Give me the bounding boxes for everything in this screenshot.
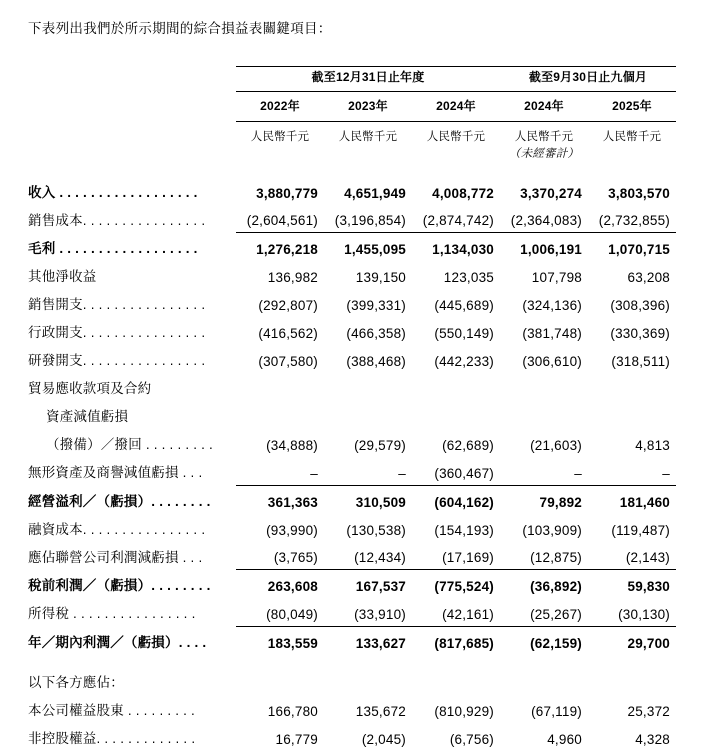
row-value: (360,467)	[434, 465, 494, 481]
column-year-header: 2022年	[260, 98, 300, 113]
row-value	[324, 667, 412, 695]
table-row	[28, 514, 676, 542]
row-value: (381,748)	[522, 326, 582, 342]
row-value: 133,627	[355, 635, 406, 651]
spacer-cell	[236, 163, 324, 177]
column-unit-header: 人民幣千元	[250, 130, 310, 143]
row-value: 136,982	[267, 270, 318, 286]
row-value: (119,487)	[611, 522, 670, 538]
column-group-header: 截至12月31日止年度	[311, 69, 425, 84]
header-unit-row	[28, 121, 676, 145]
column-year-header: 2025年	[612, 98, 652, 113]
table-row	[28, 667, 676, 695]
row-value: (30,130)	[618, 606, 670, 622]
row-value: 183,559	[267, 635, 318, 651]
spacer-cell	[28, 68, 236, 88]
row-value: (25,267)	[530, 606, 582, 622]
row-value: 4,008,772	[432, 185, 494, 201]
row-value: 139,150	[355, 270, 406, 286]
row-label: 毛利 . . . . . . . . . . . . . . . . . .	[28, 241, 198, 257]
row-value: (12,434)	[354, 550, 406, 566]
row-label: 融資成本. . . . . . . . . . . . . . . .	[28, 521, 206, 537]
row-value: (306,610)	[522, 354, 582, 370]
row-label: 本公司權益股東 . . . . . . . . .	[28, 702, 196, 718]
row-value	[588, 401, 676, 429]
row-value: (80,049)	[266, 606, 318, 622]
table-row	[28, 289, 676, 317]
table-row	[28, 233, 676, 261]
row-label: 以下各方應佔：	[28, 674, 124, 690]
row-value: 123,035	[443, 270, 494, 286]
row-value: 107,798	[531, 270, 582, 286]
row-value: (3,765)	[273, 550, 318, 566]
header-year-row	[28, 91, 676, 118]
row-value: (416,562)	[258, 326, 318, 342]
financial-summary-table	[28, 66, 676, 751]
row-value	[236, 401, 324, 429]
row-value: (130,538)	[346, 522, 406, 538]
row-value: (445,689)	[434, 298, 494, 314]
row-value: 4,960	[547, 731, 582, 747]
row-value: 135,672	[355, 703, 406, 719]
row-value: 263,608	[267, 579, 318, 595]
table-row	[28, 373, 676, 401]
row-value: (442,233)	[434, 354, 494, 370]
column-year-header: 2023年	[348, 98, 388, 113]
row-value	[588, 373, 676, 401]
row-value	[500, 401, 588, 429]
table-row	[28, 542, 676, 570]
row-label: 所得稅 . . . . . . . . . . . . . . . .	[28, 606, 196, 622]
row-value: 166,780	[267, 703, 318, 719]
row-value: (33,910)	[354, 606, 406, 622]
table-row	[28, 723, 676, 751]
row-value: (62,159)	[530, 635, 582, 651]
row-label: 資產減值虧損	[46, 409, 129, 425]
row-value: (810,929)	[434, 703, 494, 719]
row-spacer	[28, 655, 676, 667]
column-unit-note	[236, 145, 324, 163]
column-unit-header: 人民幣千元	[602, 130, 662, 143]
column-group-header: 截至9月30日止九個月	[528, 69, 648, 84]
row-value: (2,732,855)	[598, 213, 670, 229]
row-value: (42,161)	[442, 606, 494, 622]
header-unit-note-row	[28, 145, 676, 163]
row-value: (604,162)	[434, 494, 494, 510]
intro-paragraph: 下表列出我們於所示期間的綜合損益表關鍵項目：	[28, 21, 332, 36]
column-year-header: 2024年	[524, 98, 564, 113]
row-value: (29,579)	[354, 438, 406, 454]
row-label: 銷售開支. . . . . . . . . . . . . . . .	[28, 297, 206, 313]
spacer-cell	[412, 655, 500, 667]
row-value: (12,875)	[530, 550, 582, 566]
row-value: (399,331)	[346, 298, 406, 314]
row-value: 3,803,570	[608, 185, 670, 201]
row-value: (307,580)	[258, 354, 318, 370]
row-value: 361,363	[267, 494, 318, 510]
row-value: 1,276,218	[256, 242, 318, 258]
row-value: –	[574, 465, 582, 481]
row-label: 年／期內利潤／（虧損）. . . .	[28, 634, 207, 650]
row-value	[236, 373, 324, 401]
row-value: 25,372	[627, 703, 670, 719]
row-value: (154,193)	[434, 522, 494, 538]
row-value: (67,119)	[531, 703, 582, 719]
row-value: 3,880,779	[256, 185, 318, 201]
row-value: 1,070,715	[608, 242, 670, 258]
spacer-cell	[28, 145, 236, 163]
row-value: (775,524)	[434, 579, 494, 595]
row-value: (34,888)	[266, 438, 318, 454]
row-label: 貿易應收款項及合約	[28, 381, 152, 397]
row-value: 79,892	[539, 494, 582, 510]
row-value: 4,813	[635, 438, 670, 454]
row-value: 310,509	[355, 494, 406, 510]
row-value: (36,892)	[530, 579, 582, 595]
row-value: (21,603)	[530, 438, 582, 454]
column-unit-note	[588, 145, 676, 163]
table-row	[28, 429, 676, 457]
row-value: 167,537	[355, 579, 406, 595]
table-row	[28, 345, 676, 373]
row-value: 181,460	[619, 494, 670, 510]
table-row	[28, 695, 676, 723]
row-value: (17,169)	[442, 550, 494, 566]
header-group-row	[28, 68, 676, 88]
table-row	[28, 317, 676, 345]
row-value: (318,511)	[611, 354, 670, 370]
row-value: (2,604,561)	[246, 213, 318, 229]
column-unit-header: 人民幣千元	[514, 130, 574, 143]
row-label: 無形資產及商譽減值虧損 . . .	[28, 465, 203, 481]
header-bottom-spacer	[28, 163, 676, 177]
row-value: (2,874,742)	[422, 213, 494, 229]
spacer-cell	[236, 655, 324, 667]
table-row	[28, 598, 676, 626]
table-row	[28, 401, 676, 429]
row-label: 收入 . . . . . . . . . . . . . . . . . .	[28, 184, 198, 200]
table-header	[28, 66, 676, 177]
row-value: 16,779	[275, 731, 318, 747]
row-value: 1,134,030	[432, 242, 494, 258]
row-label: 銷售成本. . . . . . . . . . . . . . . .	[28, 212, 206, 228]
row-value	[412, 401, 500, 429]
row-value: (388,468)	[346, 354, 406, 370]
row-label: （撥備）／撥回 . . . . . . . . .	[46, 437, 214, 453]
row-value: 63,208	[627, 270, 670, 286]
column-unit-note	[412, 145, 500, 163]
row-value: (2,364,083)	[510, 213, 582, 229]
table-row	[28, 457, 676, 485]
row-value	[500, 667, 588, 695]
table-row	[28, 205, 676, 233]
row-value: (550,149)	[434, 326, 494, 342]
spacer-cell	[588, 655, 676, 667]
column-unit-note: （未經審計）	[508, 147, 580, 160]
row-value	[324, 373, 412, 401]
row-value: 1,006,191	[520, 242, 582, 258]
row-label: 應佔聯營公司利潤減虧損 . . .	[28, 549, 203, 565]
row-value: (324,136)	[522, 298, 582, 314]
table-row	[28, 486, 676, 514]
column-unit-header: 人民幣千元	[426, 130, 486, 143]
row-label: 經營溢利／（虧損）. . . . . . . .	[28, 493, 211, 509]
row-value: (93,990)	[266, 522, 318, 538]
row-value	[412, 373, 500, 401]
spacer-cell	[412, 163, 500, 177]
column-unit-header: 人民幣千元	[338, 130, 398, 143]
row-value	[588, 667, 676, 695]
row-label: 非控股權益. . . . . . . . . . . . .	[28, 730, 196, 746]
spacer-cell	[28, 121, 236, 145]
table-row	[28, 627, 676, 655]
row-value	[236, 667, 324, 695]
column-unit-note	[324, 145, 412, 163]
row-value: 3,370,274	[520, 185, 582, 201]
row-value: (2,045)	[361, 731, 406, 747]
row-value: (292,807)	[258, 298, 318, 314]
column-year-header: 2024年	[436, 98, 476, 113]
row-value: (2,143)	[625, 550, 670, 566]
row-label: 研發開支. . . . . . . . . . . . . . . .	[28, 353, 206, 369]
spacer-cell	[28, 163, 236, 177]
row-value: –	[310, 465, 318, 481]
spacer-cell	[28, 655, 236, 667]
table-row	[28, 177, 676, 205]
spacer-cell	[28, 91, 236, 118]
table-body	[28, 177, 676, 751]
row-value: (466,358)	[346, 326, 406, 342]
spacer-cell	[500, 655, 588, 667]
row-value: (308,396)	[610, 298, 670, 314]
row-value: (3,196,854)	[334, 213, 406, 229]
row-value: 4,328	[635, 731, 670, 747]
row-value: 29,700	[627, 635, 670, 651]
row-value: 59,830	[627, 579, 670, 595]
row-value: (103,909)	[522, 522, 582, 538]
table-row	[28, 570, 676, 598]
row-value: (330,369)	[610, 326, 670, 342]
spacer-cell	[324, 163, 412, 177]
row-value	[412, 667, 500, 695]
row-value	[500, 373, 588, 401]
row-value: –	[662, 465, 670, 481]
row-value: 1,455,095	[344, 242, 406, 258]
spacer-cell	[324, 655, 412, 667]
row-value: –	[398, 465, 406, 481]
spacer-cell	[500, 163, 588, 177]
row-label: 其他淨收益	[28, 269, 97, 285]
row-value: (6,756)	[449, 731, 494, 747]
row-value: 4,651,949	[344, 185, 406, 201]
row-value: (62,689)	[442, 438, 494, 454]
table-row	[28, 261, 676, 289]
row-value	[324, 401, 412, 429]
spacer-cell	[588, 163, 676, 177]
row-value: (817,685)	[434, 635, 494, 651]
row-label: 行政開支. . . . . . . . . . . . . . . .	[28, 325, 206, 341]
row-label: 稅前利潤／（虧損）. . . . . . . .	[28, 578, 211, 594]
